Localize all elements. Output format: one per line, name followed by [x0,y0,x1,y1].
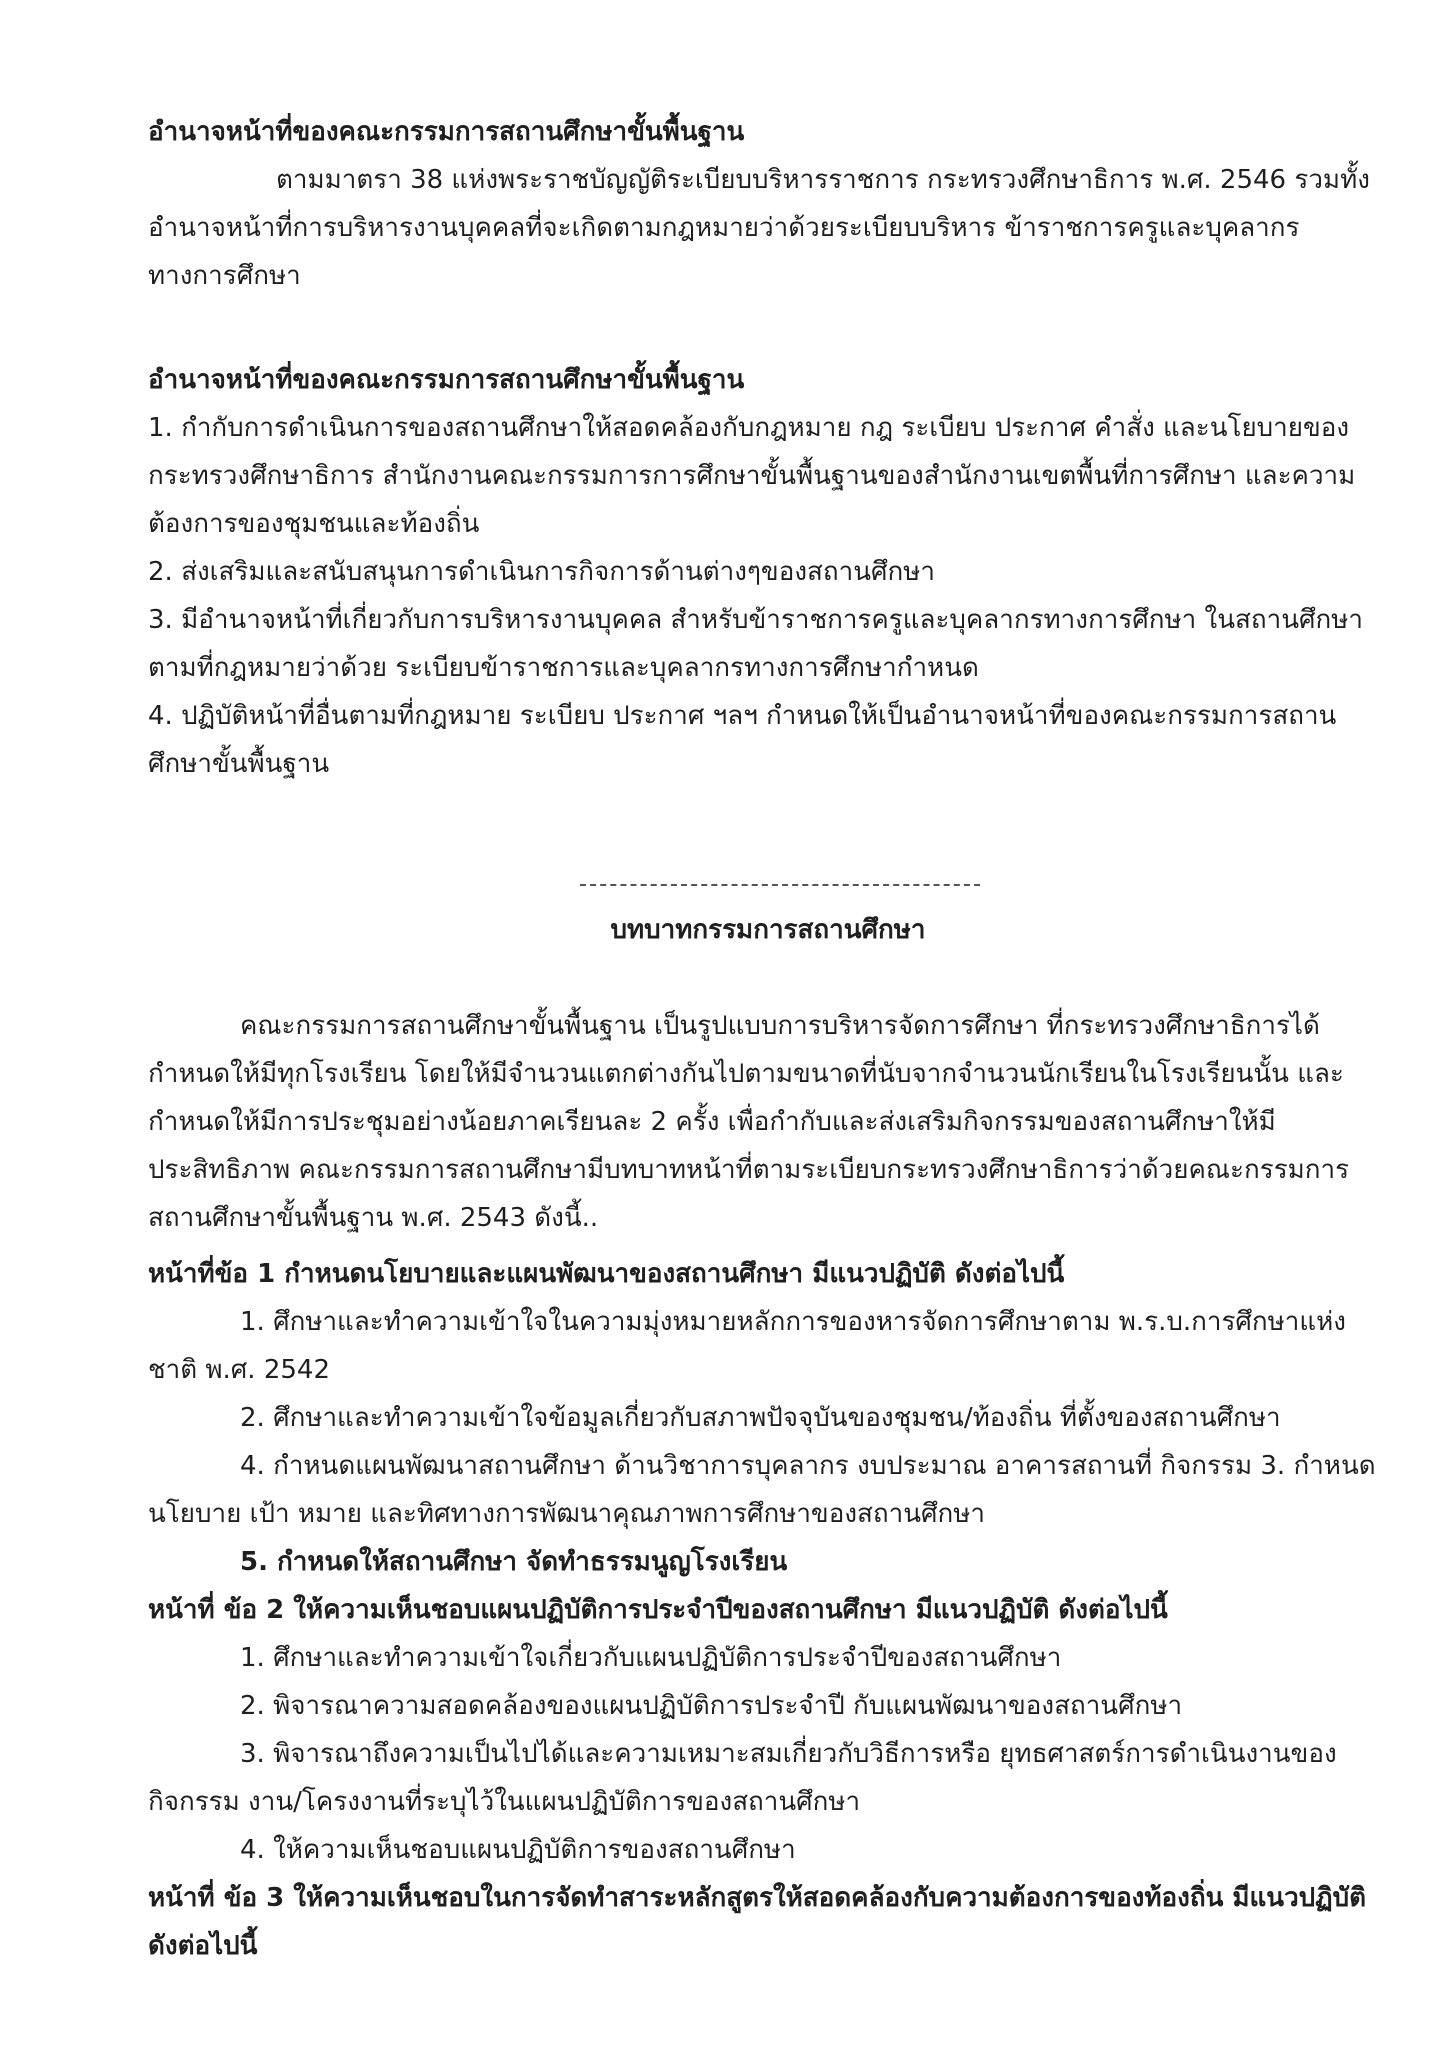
duty2-heading: หน้าที่ ข้อ 2 ให้ความเห็นชอบแผนปฏิบัติการประจำปีของสถานศึกษา มีแนวปฏิบัติ ดังต่อไปนี้ [148,1595,1168,1625]
duty1-item-1: 1. ศึกษาและทำความเข้าใจในความมุ่งหมายหลักการของหารจัดการศึกษาตาม พ.ร.บ.การศึกษาแห่งชาติ พ.ศ. 2542 [148,1307,1347,1385]
section2-heading: อำนาจหน้าที่ของคณะกรรมการสถานศึกษาขั้นพื้นฐาน [148,365,745,395]
duty1-item-2: 2. ศึกษาและทำความเข้าใจข้อมูลเกี่ยวกับสภาพปัจจุบันของชุมชน/ท้องถิ่น ที่ตั้งของสถานศึกษา [240,1403,1281,1433]
section2-item-1: 1. กำกับการดำเนินการของสถานศึกษาให้สอดคล้องกับกฎหมาย กฎ ระเบียบ ประกาศ คำสั่ง และนโยบายของกระทรวงศึกษาธิการ สำนักงานคณะกรรมการการศึกษาขั้นพื้นฐานของสำนักงานเขตพื้นที่การศึกษา และความต้องการของชุมชนและท้องถิ่น [148,413,1356,539]
duty1-bold-item: 5. กำหนดให้สถานศึกษา จัดทำธรรมนูญโรงเรียน [240,1547,788,1577]
section3-title: บทบาทกรรมการสถานศึกษา [610,915,926,945]
section3-intro: คณะกรรมการสถานศึกษาขั้นพื้นฐาน เป็นรูปแบบการบริหารจัดการศึกษา ที่กระทรวงศึกษาธิการได้กำหนดให้มีทุกโรงเรียน โดยให้มีจำนวนแตกต่างกันไปตามขนาดที่นับจากจำนวนนักเรียนในโรงเรียนนั้น และกำหนดให้มีการประชุมอย่างน้อยภาคเรียนละ 2 ครั้ง เพื่อกำกับและส่งเสริมกิจกรรมของสถานศึกษาให้มีประสิทธิภาพ คณะกรรมการสถานศึกษามีบทบาทหน้าที่ตามระเบียบกระทรวงศึกษาธิการว่าด้วยคณะกรรมการสถานศึกษาขั้นพื้นฐาน พ.ศ. 2543 ดังนี้.. [148,1011,1350,1233]
duty2-item-2: 2. พิจารณาความสอดคล้องของแผนปฏิบัติการประจำปี กับแผนพัฒนาของสถานศึกษา [240,1691,1183,1721]
section3-duties [148,1250,1388,1970]
duty1-heading: หน้าที่ข้อ 1 กำหนดนโยบายและแผนพัฒนาของสถานศึกษา มีแนวปฏิบัติ ดังต่อไปนี้ [148,1259,1065,1289]
section2-item-4: 4. ปฏิบัติหน้าที่อื่นตามที่กฎหมาย ระเบียบ ประกาศ ฯลฯ กำหนดให้เป็นอำนาจหน้าที่ของคณะกรรมการสถานศึกษาขั้นพื้นฐาน [148,701,1337,779]
duty1-item-3: 4. กำหนดแผนพัฒนาสถานศึกษา ด้านวิชาการบุคลากร งบประมาณ อาคารสถานที่ กิจกรรม 3. กำหนดนโยบาย เป้า หมาย และทิศทางการพัฒนาคุณภาพการศึกษาของสถานศึกษา [148,1451,1376,1529]
duty2-item-3: 3. พิจารณาถึงความเป็นไปได้และความเหมาะสมเกี่ยวกับวิธีการหรือ ยุทธศาสตร์การดำเนินงานของกิจกรรม งาน/โครงงานที่ระบุไว้ในแผนปฏิบัติการของสถานศึกษา [148,1739,1337,1817]
duty2-item-1: 1. ศึกษาและทำความเข้าใจเกี่ยวกับแผนปฏิบัติการประจำปีของสถานศึกษา [240,1643,1062,1673]
section1-heading: อำนาจหน้าที่ของคณะกรรมการสถานศึกษาขั้นพื้นฐาน [148,117,745,147]
section1-paragraph: ตามมาตรา 38 แห่งพระราชบัญญัติระเบียบบริหารราชการ กระทรวงศึกษาธิการ พ.ศ. 2546 รวมทั้งอำนาจหน้าที่การบริหารงานบุคคลที่จะเกิดตามกฎหมายว่าด้วยระเบียบบริหาร ข้าราชการครูและบุคลากรทางการศึกษา [148,165,1370,291]
section2-item-3: 3. มีอำนาจหน้าที่เกี่ยวกับการบริหารงานบุคคล สำหรับข้าราชการครูและบุคลากรทางการศึกษา ในสถานศึกษา ตามที่กฎหมายว่าด้วย ระเบียบข้าราชการและบุคลากรทางการศึกษากำหนด [148,605,1363,683]
duty2-item-4: 4. ให้ความเห็นชอบแผนปฏิบัติการของสถานศึกษา [240,1835,796,1865]
duty3-heading: หน้าที่ ข้อ 3 ให้ความเห็นชอบในการจัดทำสาระหลักสูตรให้สอดคล้องกับความต้องการของท้องถิ่น มีแนวปฏิบัติ ดังต่อไปนี้ [148,1883,1367,1961]
section2-list [148,404,1388,788]
section2-item-2: 2. ส่งเสริมและสนับสนุนการดำเนินการกิจการด้านต่างๆของสถานศึกษา [148,557,935,587]
dashed-separator [580,884,980,886]
